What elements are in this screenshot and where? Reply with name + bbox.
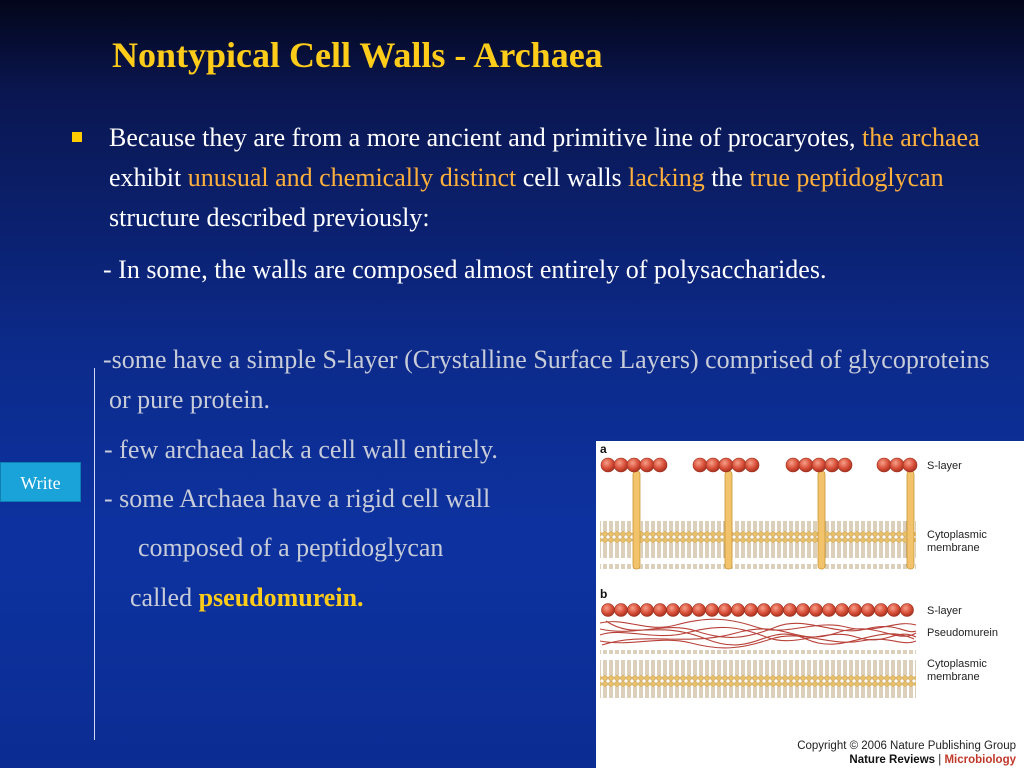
text-run: called [130, 583, 199, 612]
s-layer-label-b: S-layer [927, 605, 962, 617]
panel-b-label: b [600, 587, 608, 601]
pseudomurein-label: Pseudomurein [927, 627, 998, 639]
figure-credit [797, 739, 1016, 767]
cytoplasmic-label-b: Cytoplasmic [927, 658, 987, 670]
text-run: cell walls [516, 163, 629, 192]
s-layer-label-a: S-layer [927, 460, 962, 472]
cytoplasmic-membrane-b [600, 650, 916, 698]
cell-wall-diagram [596, 441, 1024, 768]
vertical-divider [94, 368, 95, 740]
highlight-text: true peptidoglycan [749, 163, 944, 192]
sub-point-rigid-wall-line2: composed of a peptidoglycan [138, 533, 444, 562]
text-run: exhibit [109, 163, 188, 192]
sub-point-no-wall: - few archaea lack a cell wall entirely. [104, 435, 498, 464]
s-layer-beads-b [602, 604, 914, 617]
credit-separator: | [935, 754, 945, 766]
sub-point-pseudomurein [130, 578, 580, 618]
highlight-text: unusual and chemically distinct [187, 163, 517, 192]
pseudomurein-layer [600, 619, 916, 648]
text-run: structure described previously: [109, 203, 430, 232]
bullet-paragraph [109, 118, 1009, 238]
journal-credit [797, 753, 1016, 767]
journal-section: Microbiology [944, 754, 1016, 766]
sub-point-polysaccharides: - In some, the walls are composed almost entirely of polysaccharides. [103, 255, 827, 284]
s-layer-beads-a [601, 458, 917, 472]
copyright-text: Copyright © 2006 Nature Publishing Group [797, 740, 1016, 752]
pseudomurein-term: pseudomurein. [198, 583, 364, 612]
text-run: the [704, 163, 750, 192]
sub-point-rigid-wall: - some Archaea have a rigid cell wall [104, 484, 491, 513]
write-button[interactable]: Write [0, 462, 81, 502]
cell-wall-figure [596, 441, 1024, 768]
sub-point-s-layer: -some have a simple S-layer (Crystalline Surface Layers) comprised of glycoproteins or pure protein. [103, 345, 990, 414]
slide-title: Nontypical Cell Walls - Archaea [112, 35, 603, 75]
cytoplasmic-membrane-a [600, 521, 916, 569]
cytoplasmic-label-a: Cytoplasmic [927, 529, 987, 541]
text-run: Because they are from a more ancient and primitive line of procaryotes, [109, 123, 862, 152]
highlight-text: the archaea [861, 123, 980, 152]
journal-name: Nature Reviews [849, 754, 936, 766]
membrane-label-a: membrane [927, 542, 980, 554]
bullet-icon [72, 132, 82, 142]
panel-a-label: a [600, 442, 607, 456]
highlight-text: lacking [628, 163, 705, 192]
membrane-label-b: membrane [927, 671, 980, 683]
